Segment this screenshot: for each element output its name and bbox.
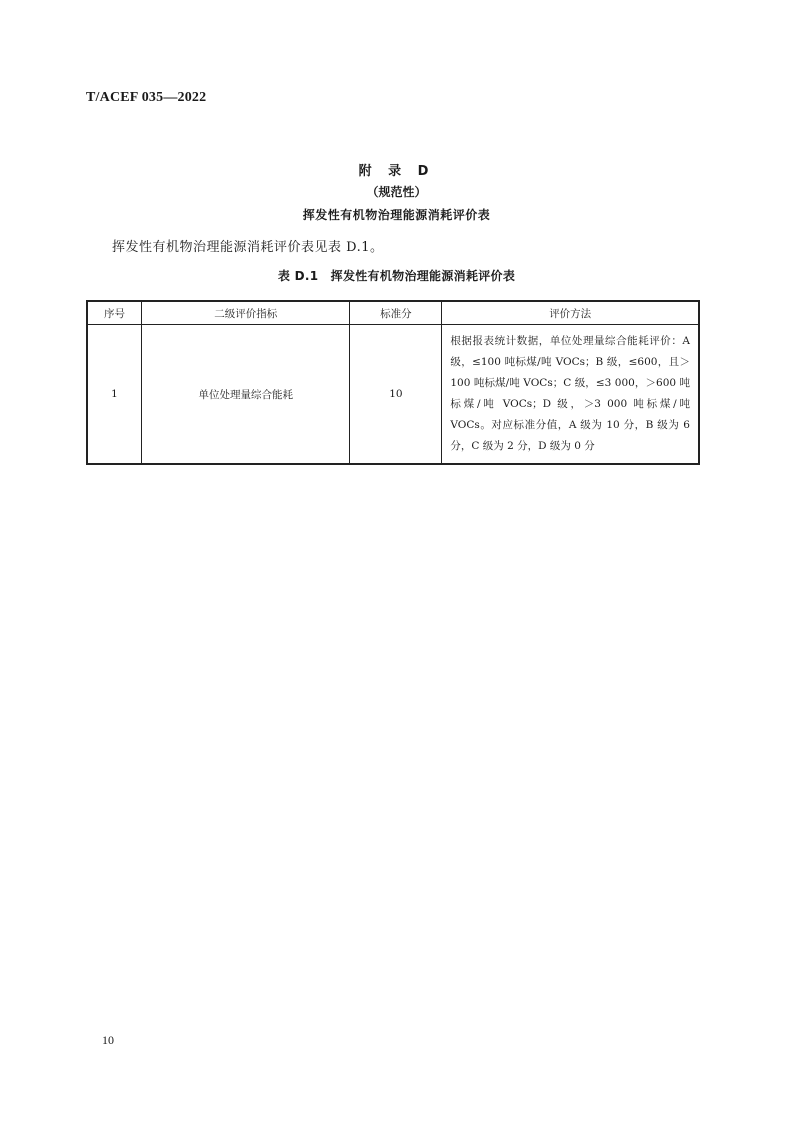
header-indicator: 二级评价指标 <box>141 301 349 325</box>
document-id: T/ACEF 035—2022 <box>86 90 207 105</box>
cell-method: 根据报表统计数据，单位处理量综合能耗评价：A 级，≤100 吨标煤/吨 VOCs；B 级，≤600，且＞100 吨标煤/吨 VOCs；C 级，≤3 000，＞600 吨标煤/吨 VOCs；D 级，＞3 000 吨标煤/吨 VOCs。对应标准分值，A 级为 10 分，B 级为 6 分，C 级为 2 分，D 级为 0 分 <box>442 325 699 465</box>
evaluation-table <box>86 300 700 465</box>
header-score: 标准分 <box>350 301 442 325</box>
table-row <box>87 325 699 465</box>
intro-paragraph: 挥发性有机物治理能源消耗评价表见表 D.1。 <box>112 240 384 255</box>
page-number: 10 <box>102 1033 114 1047</box>
table-caption: 表 D.1 挥发性有机物治理能源消耗评价表 <box>277 269 516 283</box>
cell-score: 10 <box>350 325 442 465</box>
annex-type: （规范性） <box>366 185 427 199</box>
annex-title: 附 录 D <box>358 164 435 179</box>
table-header-row <box>87 301 699 325</box>
annex-name: 挥发性有机物治理能源消耗评价表 <box>302 208 491 222</box>
header-method: 评价方法 <box>442 301 699 325</box>
cell-indicator: 单位处理量综合能耗 <box>141 325 349 465</box>
cell-index: 1 <box>87 325 141 465</box>
header-index: 序号 <box>87 301 141 325</box>
